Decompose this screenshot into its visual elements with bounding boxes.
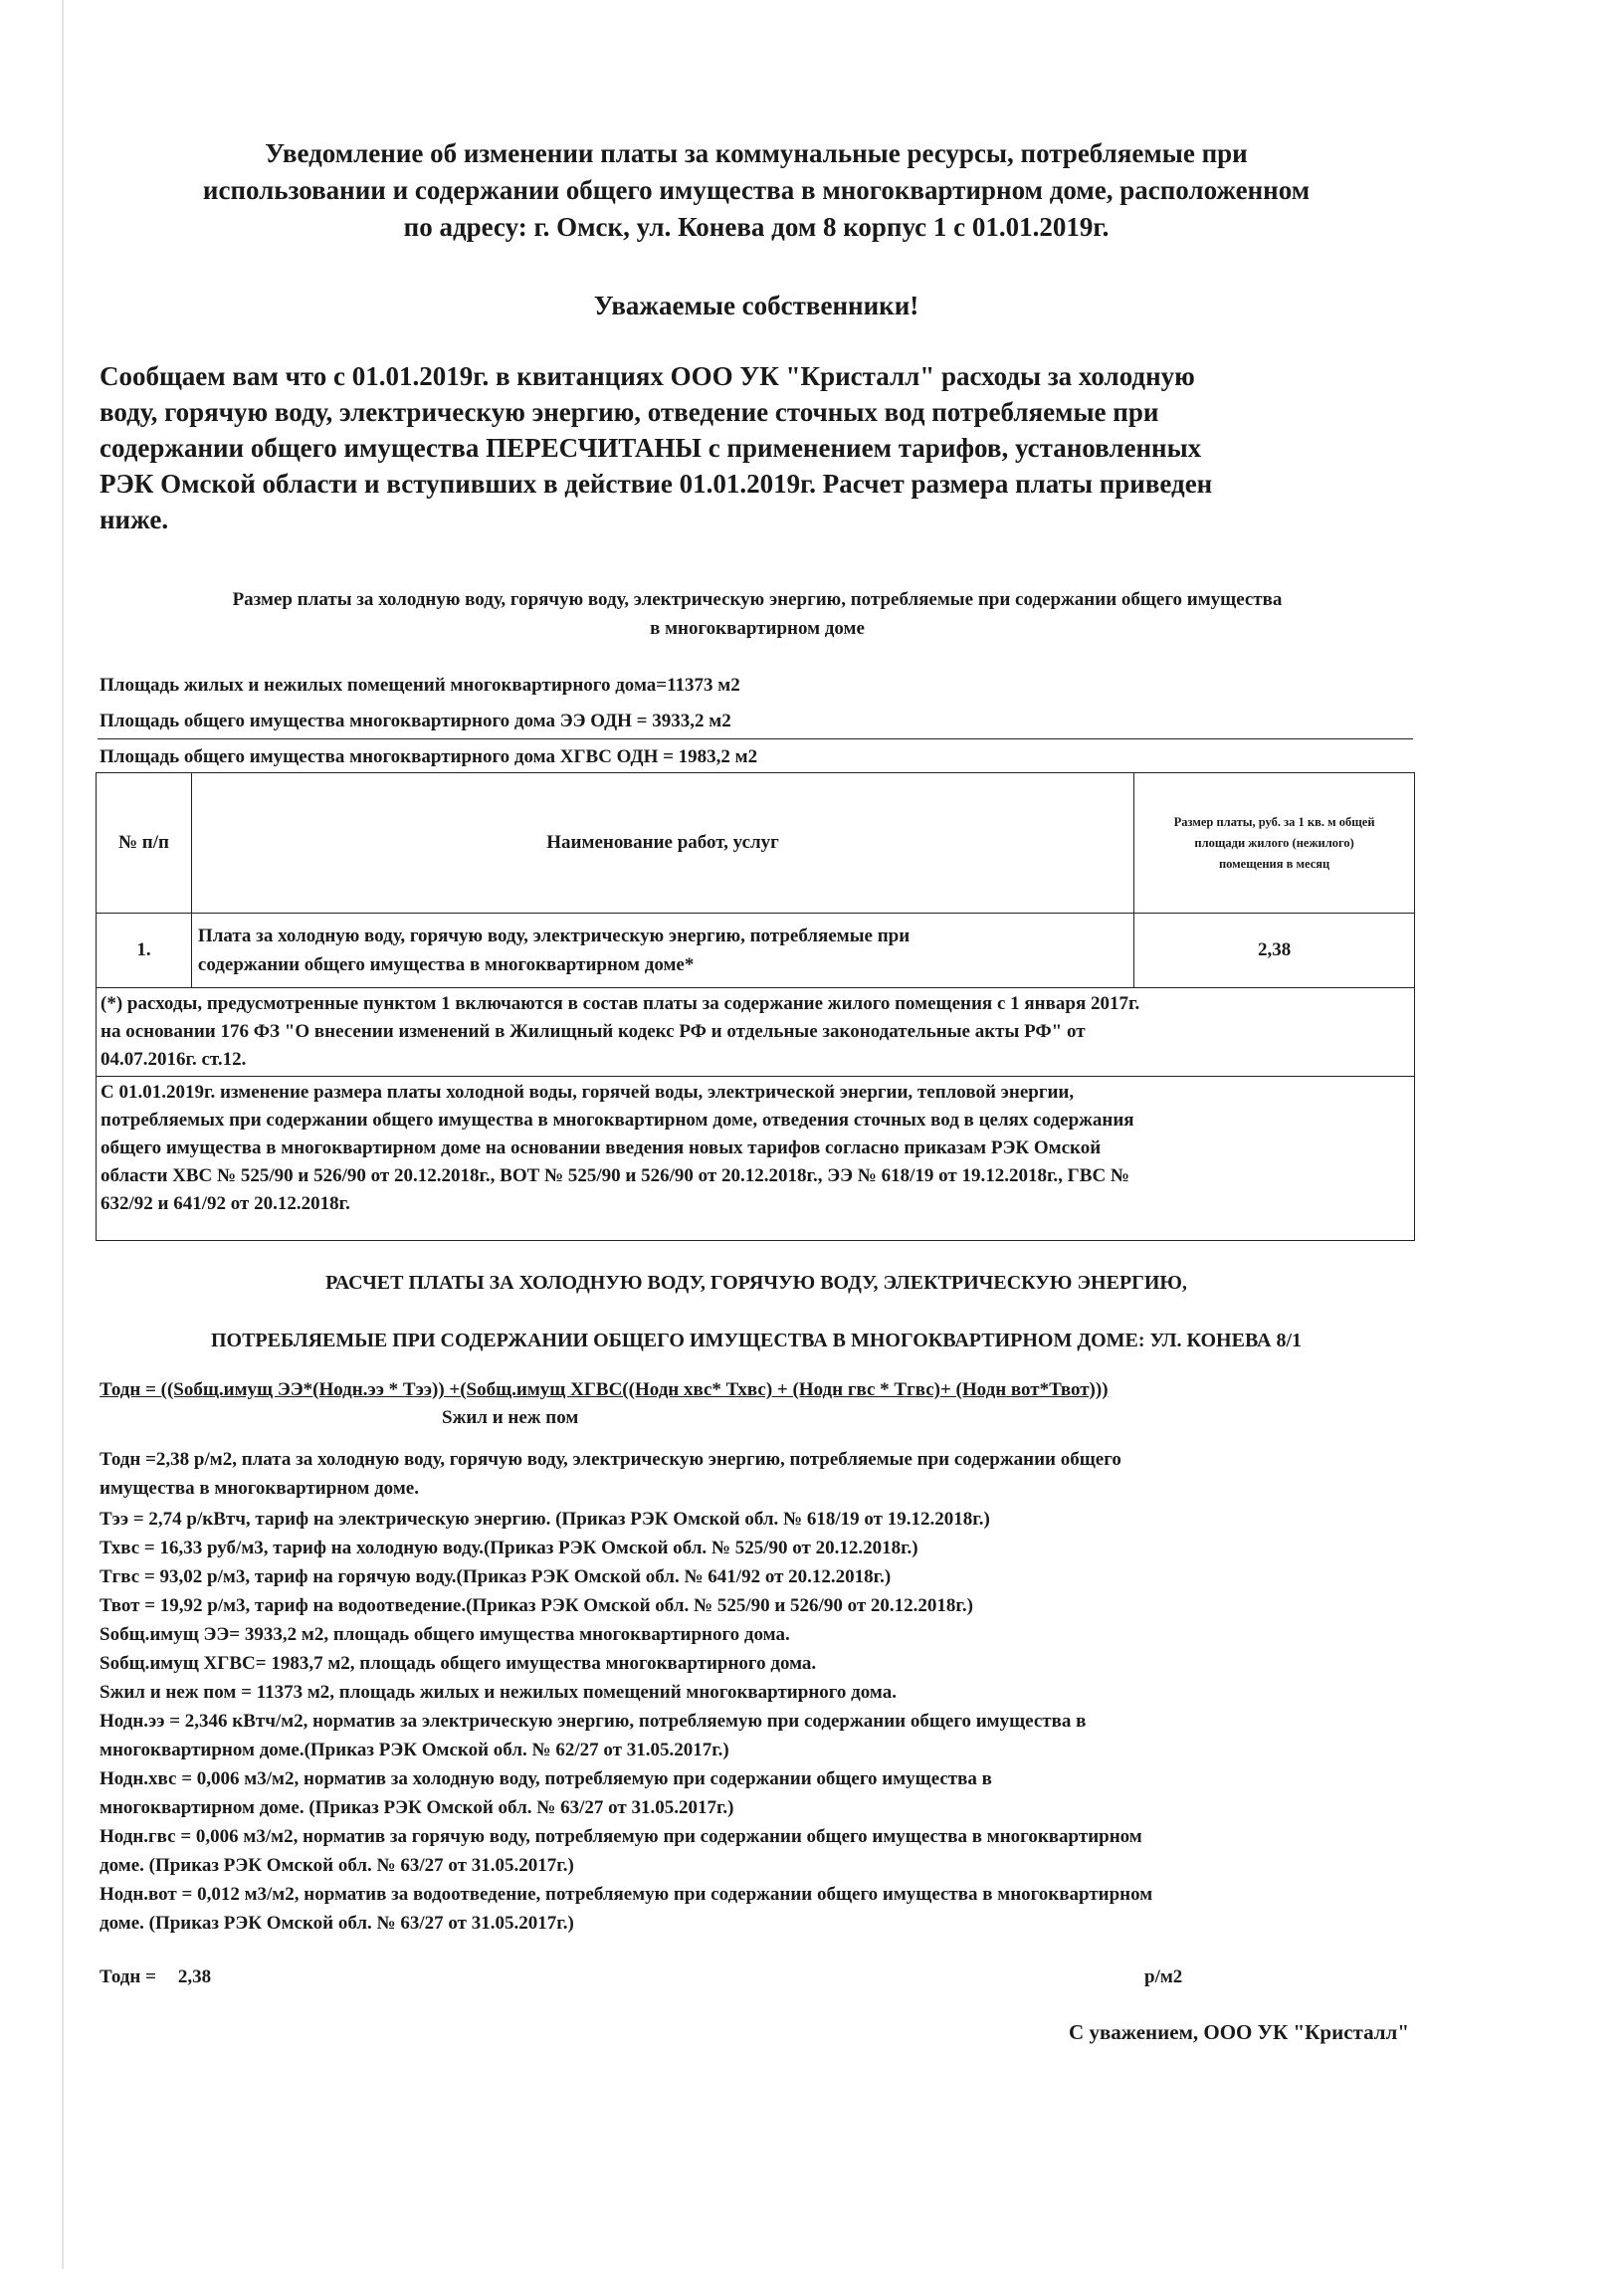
fee-subheading: [96, 585, 1419, 643]
change-note-line: 632/92 и 641/92 от 20.12.2018г.: [101, 1193, 350, 1214]
area-hgvs: Площадь общего имущества многоквартирного дома ХГВС ОДН = 1983,2 м2: [100, 746, 758, 767]
definition-line: Sжил и неж пом = 11373 м2, площадь жилых и нежилых помещений многоквартирного дома.: [100, 1682, 897, 1703]
definition-line: Нодн.гвс = 0,006 м3/м2, норматив за горячую воду, потребляемую при содержании общего имущества в многоквартирном: [100, 1826, 1142, 1847]
formula-denominator: Sжил и неж пом: [442, 1407, 579, 1428]
intro-line: воду, горячую воду, электрическую энергию, отведение сточных вод потребляемые при: [100, 397, 1159, 427]
calc-heading-2: ПОТРЕБЛЯЕМЫЕ ПРИ СОДЕРЖАНИИ ОБЩЕГО ИМУЩЕСТВА В МНОГОКВАРТИРНОМ ДОМЕ: УЛ. КОНЕВА 8/1: [210, 1330, 1303, 1351]
title-line: Уведомление об изменении платы за коммунальные ресурсы, потребляемые при: [265, 138, 1248, 168]
footnote-line: 04.07.2016г. ст.12.: [101, 1049, 247, 1070]
change-note-line: потребляемых при содержании общего имущества в многоквартирном доме, отведения сточных вод в целях содержания: [101, 1110, 1134, 1131]
definition-line: Тээ = 2,74 р/кВтч, тариф на электрическую энергию. (Приказ РЭК Омской обл. № 618/19 от 19.12.2018г.): [100, 1509, 990, 1530]
change-note-line: области ХВС № 525/90 и 526/90 от 20.12.2018г., ВОТ № 525/90 и 526/90 от 20.12.2018г., ЭЭ № 618/19 от 19.12.2018г., ГВС №: [101, 1165, 1130, 1186]
footnote-line: на основании 176 ФЗ "О внесении изменений в Жилищный кодекс РФ и отдельные законодательные акты РФ" от: [101, 1021, 1086, 1042]
intro-line: содержании общего имущества ПЕРЕСЧИТАНЫ с применением тарифов, установленных: [100, 433, 1202, 463]
area-living: Площадь жилых и нежилых помещений многоквартирного дома=11373 м2: [100, 675, 740, 696]
greeting: Уважаемые собственники!: [593, 291, 919, 320]
definition-line: доме. (Приказ РЭК Омской обл. № 63/27 от 31.05.2017г.): [100, 1913, 574, 1934]
result-value: 2,38: [177, 1966, 212, 1987]
definition-line: Нодн.хвс = 0,006 м3/м2, норматив за холодную воду, потребляемую при содержании общего имущества в: [100, 1768, 992, 1789]
definition-line: Тодн =2,38 р/м2, плата за холодную воду, горячую воду, электрическую энергию, потребляемые при содержании общего: [100, 1449, 1121, 1470]
footnote-cell: [97, 988, 1415, 1077]
table-row: [97, 914, 1415, 988]
definition-line: Твот = 19,92 р/м3, тариф на водоотведение.(Приказ РЭК Омской обл. № 525/90 и 526/90 от 20.12.2018г.): [100, 1595, 973, 1616]
subheading-line: Размер платы за холодную воду, горячую воду, электрическую энергию, потребляемые при содержании общего имущества: [232, 589, 1283, 610]
formula: Тодн = ((Sобщ.имущ ЭЭ*(Нодн.ээ * Тээ)) +(Sобщ.имущ ХГВС((Нодн хвс* Тхвс) + (Нодн гвс * Тгвс)+ (Нодн вот*Твот))): [100, 1379, 1109, 1400]
title-line: по адресу: г. Омск, ул. Конева дом 8 корпус 1 с 01.01.2019г.: [403, 212, 1110, 242]
definition-line: многоквартирном доме.(Приказ РЭК Омской обл. № 62/27 от 31.05.2017г.): [100, 1740, 729, 1760]
definition-line: доме. (Приказ РЭК Омской обл. № 63/27 от 31.05.2017г.): [100, 1855, 574, 1876]
definition-line: Нодн.вот = 0,012 м3/м2, норматив за водоотведение, потребляемую при содержании общего имущества в многоквартирном: [100, 1884, 1153, 1905]
definition-line: Sобщ.имущ ХГВС= 1983,7 м2, площадь общего имущества многоквартирного дома.: [100, 1653, 817, 1674]
row-name: [191, 914, 1133, 988]
change-note-row: [97, 1077, 1415, 1241]
intro-line: Сообщаем вам что с 01.01.2019г. в квитанциях ООО УК "Кристалл" расходы за холодную: [100, 361, 1195, 391]
title-line: использовании и содержании общего имущества в многоквартирном доме, расположенном: [202, 175, 1311, 205]
calc-heading-1: РАСЧЕТ ПЛАТЫ ЗА ХОЛОДНУЮ ВОДУ, ГОРЯЧУЮ ВОДУ, ЭЛЕКТРИЧЕСКУЮ ЭНЕРГИЮ,: [325, 1272, 1187, 1294]
subheading-line: в многоквартирном доме: [650, 618, 865, 639]
definition-line: многоквартирном доме. (Приказ РЭК Омской обл. № 63/27 от 31.05.2017г.): [100, 1797, 734, 1818]
notice-title: [100, 135, 1413, 246]
intro-paragraph: [100, 358, 1403, 537]
intro-line: РЭК Омской области и вступивших в действие 01.01.2019г. Расчет размера платы приведен: [100, 469, 1213, 499]
result-unit: р/м2: [1144, 1966, 1183, 1987]
area-ee: Площадь общего имущества многоквартирного дома ЭЭ ОДН = 3933,2 м2: [100, 711, 731, 731]
table-header-row: [97, 773, 1415, 914]
result-line: [100, 1966, 211, 1988]
intro-line: ниже.: [100, 505, 169, 534]
row-name-line: содержании общего имущества в многоквартирном доме*: [197, 954, 695, 975]
definition-line: Sобщ.имущ ЭЭ= 3933,2 м2, площадь общего имущества многоквартирного дома.: [100, 1624, 790, 1645]
row-num: 1.: [97, 914, 192, 988]
row-rate: 2,38: [1134, 914, 1415, 988]
header-rate-line: помещения в месяц: [1218, 856, 1330, 871]
definitions-list: [100, 1445, 1423, 1938]
header-rate-line: Размер платы, руб. за 1 кв. м общей: [1173, 814, 1375, 829]
divider-line: [98, 738, 1413, 739]
header-rate: [1134, 773, 1415, 914]
footnote-line: (*) расходы, предусмотренные пунктом 1 включаются в состав платы за содержание жилого помещения с 1 января 2017г.: [101, 993, 1140, 1014]
definition-line: Нодн.ээ = 2,346 кВтч/м2, норматив за электрическую энергию, потребляемую при содержании общего имущества в: [100, 1711, 1087, 1732]
result-label: Тодн =: [100, 1966, 156, 1987]
scan-edge-line: [62, 0, 64, 2269]
header-rate-line: площади жилого (нежилого): [1194, 835, 1354, 850]
fee-table: [96, 772, 1415, 1241]
change-note-line: С 01.01.2019г. изменение размера платы холодной воды, горячей воды, электрической энергии, тепловой энергии,: [101, 1082, 1075, 1103]
definition-line: имущества в многоквартирном доме.: [100, 1478, 419, 1499]
definition-line: Тгвс = 93,02 р/м3, тариф на горячую воду.(Приказ РЭК Омской обл. № 641/92 от 20.12.2018г.): [100, 1566, 892, 1587]
signature: С уважением, ООО УК "Кристалл": [1069, 2020, 1409, 2044]
row-name-line: Плата за холодную воду, горячую воду, электрическую энергию, потребляемые при: [197, 926, 911, 946]
change-note-cell: [97, 1077, 1415, 1241]
definition-line: Тхвс = 16,33 руб/м3, тариф на холодную воду.(Приказ РЭК Омской обл. № 525/90 от 20.12.2018г.): [100, 1538, 918, 1558]
change-note-line: общего имущества в многоквартирном доме на основании введения новых тарифов согласно приказам РЭК Омской: [101, 1137, 1102, 1158]
footnote-row: [97, 988, 1415, 1077]
header-name: Наименование работ, услуг: [191, 773, 1133, 914]
header-num: № п/п: [97, 773, 192, 914]
